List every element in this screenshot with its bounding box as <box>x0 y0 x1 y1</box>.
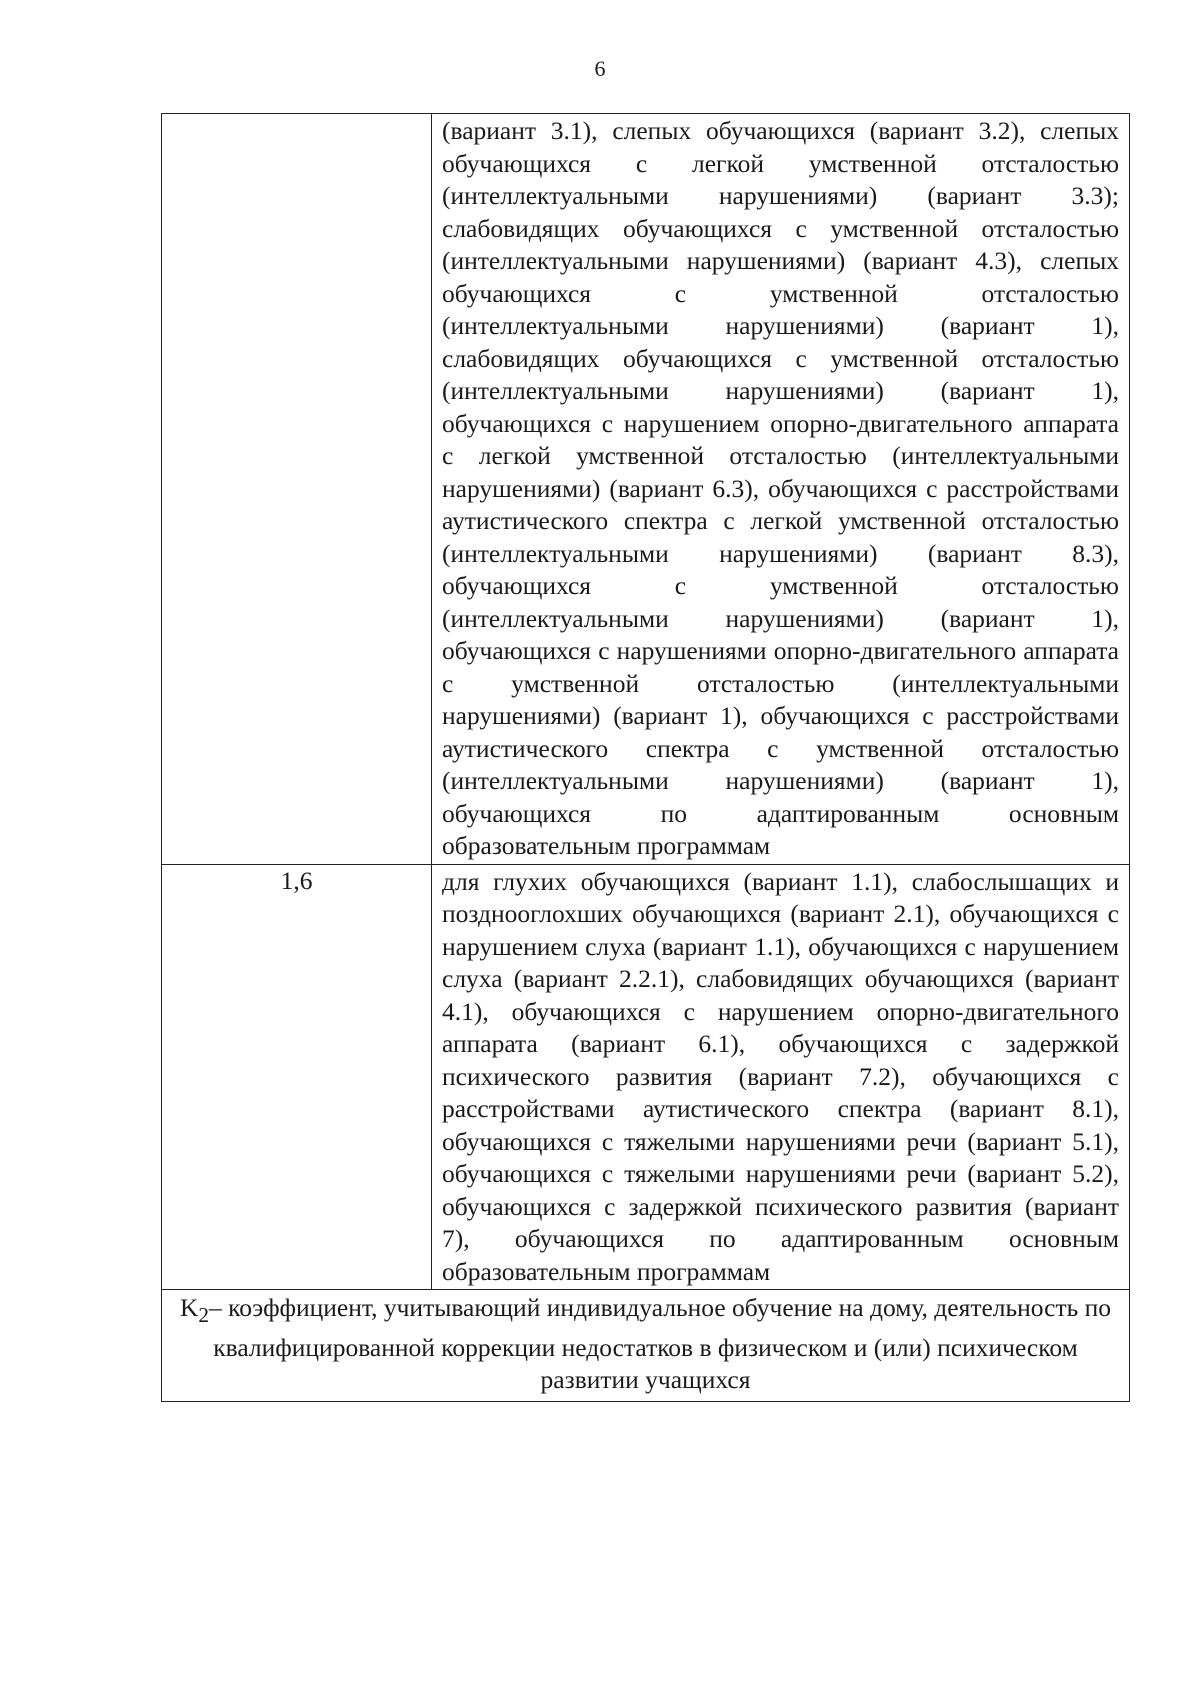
table-row <box>162 864 1130 1290</box>
coefficient-table <box>161 113 1130 1402</box>
table-row <box>162 114 1130 865</box>
k2-subscript: 2 <box>198 1303 209 1328</box>
coefficient-value-cell <box>162 864 432 1290</box>
page-number: 6 <box>594 56 606 81</box>
category-description-cell <box>432 114 1130 865</box>
k2-symbol: K <box>179 1293 199 1322</box>
k2-definition: – коэффициент, учитывающий индивидуальное обучение на дому, деятельность по квалифицированной коррекции недостатков в физическом и (или) психическом развитии учащихся <box>209 1293 1112 1395</box>
table-footer-row <box>162 1290 1130 1402</box>
coefficient-value: 1,6 <box>280 865 313 895</box>
coefficient-value-cell <box>162 114 432 865</box>
category-description: для глухих обучающихся (вариант 1.1), слабослышащих и позднооглохших обучающихся (вариант 2.1), обучающихся с нарушением слуха (вариант 1.1), обучающихся с нарушением слуха (вариант 2.2.1), слабовидящих обучающихся (вариант 4.1), обучающихся с нарушением опорно-двигательного аппарата (вариант 6.1), обучающихся с задержкой психического развития (вариант 7.2), обучающихся с расстройствами аутистического спектра (вариант 8.1), обучающихся с тяжелыми нарушениями речи (вариант 5.1), обучающихся с тяжелыми нарушениями речи (вариант 5.2), обучающихся с задержкой психического развития (вариант 7), обучающихся по адаптированным основным образовательным программам <box>442 866 1119 1286</box>
k2-definition-cell <box>162 1290 1130 1402</box>
category-description: (вариант 3.1), слепых обучающихся (вариант 3.2), слепых обучающихся с легкой умственной отсталостью (интеллектуальными нарушениями) (вариант 3.3); слабовидящих обучающихся с умственной отсталостью (интеллектуальными нарушениями) (вариант 4.3), слепых обучающихся с умственной отсталостью (интеллектуальными нарушениями) (вариант 1), слабовидящих обучающихся с умственной отсталостью (интеллектуальными нарушениями) (вариант 1), обучающихся с нарушением опорно-двигательного аппарата с легкой умственной отсталостью (интеллектуальными нарушениями) (вариант 6.3), обучающихся с расстройствами аутистического спектра с легкой умственной отсталостью (интеллектуальными нарушениями) (вариант 8.3), обучающихся с умственной отсталостью (интеллектуальными нарушениями) (вариант 1), обучающихся с нарушениями опорно-двигательного аппарата с умственной отсталостью (интеллектуальными нарушениями) (вариант 1), обучающихся с расстройствами аутистического спектра с умственной отсталостью (интеллектуальными нарушениями) (вариант 1), обучающихся по адаптированным основным образовательным программам <box>442 116 1119 860</box>
category-description-cell <box>432 864 1130 1290</box>
